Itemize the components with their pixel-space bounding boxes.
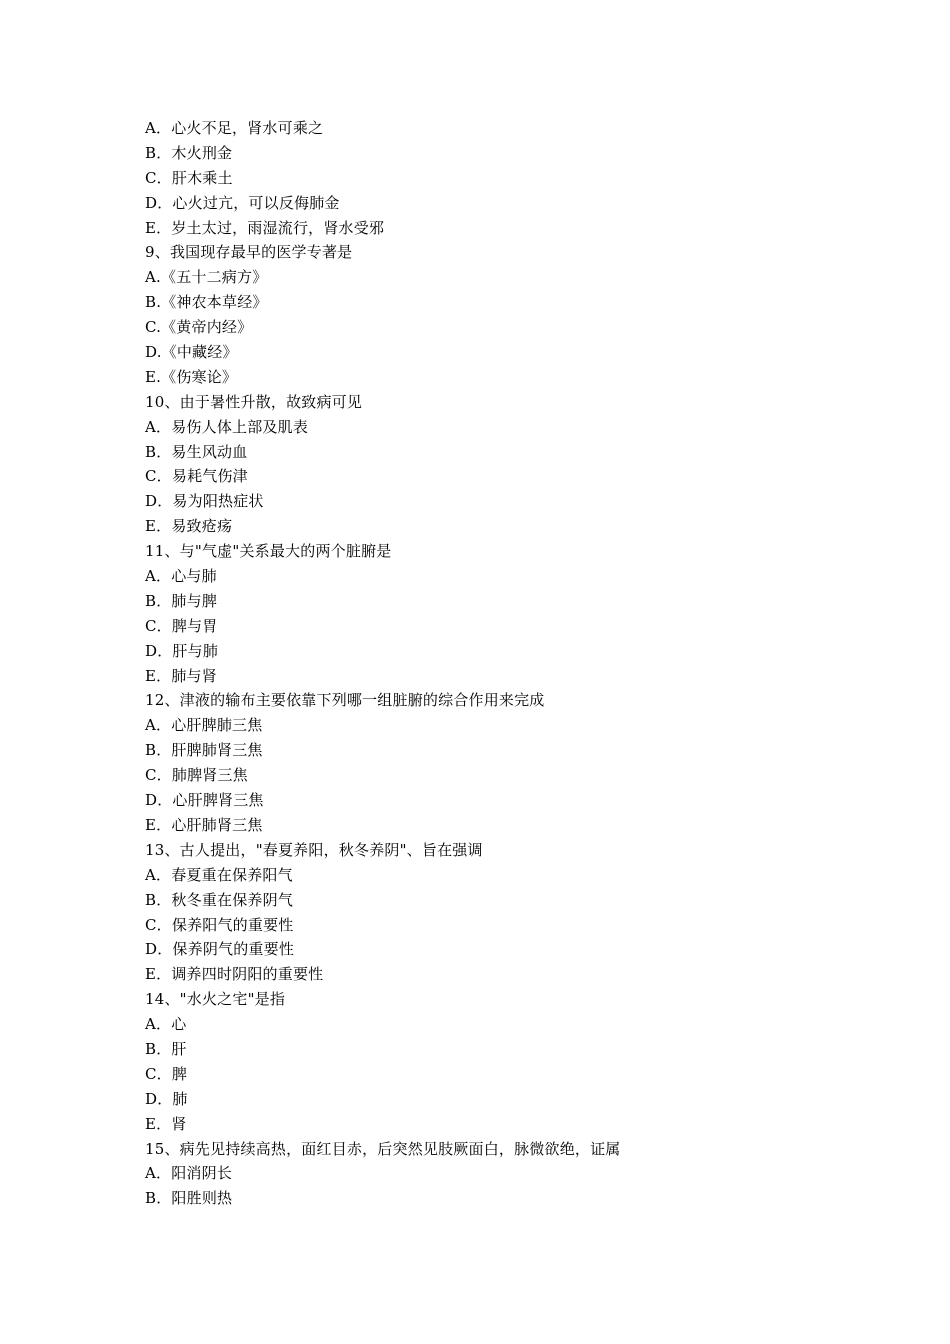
answer-option: B．易生风动血 bbox=[145, 442, 248, 461]
question-list bbox=[145, 116, 865, 1211]
answer-option: B．肝脾肺肾三焦 bbox=[145, 741, 263, 760]
answer-option: D．肺 bbox=[145, 1089, 188, 1108]
answer-option: E．调养四时阴阳的重要性 bbox=[145, 965, 324, 984]
answer-option: A．易伤人体上部及肌表 bbox=[145, 417, 309, 436]
question-text: 11、与"气虚"关系最大的两个脏腑是 bbox=[145, 542, 392, 561]
answer-option: B．木火刑金 bbox=[145, 143, 233, 162]
answer-option: D．肝与肺 bbox=[145, 641, 219, 660]
question-text: 9、我国现存最早的医学专著是 bbox=[145, 243, 353, 262]
answer-option: B.《神农本草经》 bbox=[145, 293, 268, 312]
answer-option: C．脾 bbox=[145, 1064, 188, 1083]
answer-option: E．肾 bbox=[145, 1114, 187, 1133]
answer-option: A．心肝脾肺三焦 bbox=[145, 716, 263, 735]
answer-option: B．肺与脾 bbox=[145, 591, 218, 610]
answer-option: D．心火过亢，可以反侮肺金 bbox=[145, 193, 340, 212]
answer-option: D.《中藏经》 bbox=[145, 343, 238, 362]
answer-option: A．心 bbox=[145, 1015, 187, 1034]
answer-option: C．易耗气伤津 bbox=[145, 467, 248, 486]
answer-option: C．肺脾肾三焦 bbox=[145, 766, 248, 785]
answer-option: D．易为阳热症状 bbox=[145, 492, 264, 511]
answer-option: C．保养阳气的重要性 bbox=[145, 915, 294, 934]
answer-option: A．春夏重在保养阳气 bbox=[145, 865, 293, 884]
question-text: 14、"水火之宅"是指 bbox=[145, 990, 286, 1009]
answer-option: D．心肝脾肾三焦 bbox=[145, 791, 264, 810]
answer-option: B．阳胜则热 bbox=[145, 1189, 233, 1208]
question-text: 13、古人提出，"春夏养阳，秋冬养阴"、旨在强调 bbox=[145, 840, 483, 859]
answer-option: A．心与肺 bbox=[145, 567, 217, 586]
answer-option: E．心肝肺肾三焦 bbox=[145, 815, 263, 834]
answer-option: C．脾与胃 bbox=[145, 616, 218, 635]
answer-option: A．心火不足，肾水可乘之 bbox=[145, 119, 324, 137]
answer-option: E．易致疮疡 bbox=[145, 517, 233, 536]
answer-option: B．秋冬重在保养阴气 bbox=[145, 890, 294, 909]
question-text: 15、病先见持续高热，面红目赤，后突然见肢厥面白，脉微欲绝，证属 bbox=[145, 1139, 621, 1158]
answer-option: A.《五十二病方》 bbox=[145, 268, 268, 287]
answer-option: C．肝木乘土 bbox=[145, 168, 233, 187]
answer-option: D．保养阴气的重要性 bbox=[145, 940, 295, 959]
answer-option: C.《黄帝内经》 bbox=[145, 318, 253, 337]
question-text: 10、由于暑性升散，故致病可见 bbox=[145, 392, 363, 411]
answer-option: E．肺与肾 bbox=[145, 666, 217, 685]
answer-option: E．岁土太过，雨湿流行，肾水受邪 bbox=[145, 218, 385, 237]
answer-option: E.《伤寒论》 bbox=[145, 367, 238, 386]
answer-option: A．阳消阴长 bbox=[145, 1164, 233, 1183]
answer-option: B．肝 bbox=[145, 1039, 187, 1058]
question-text: 12、津液的输布主要依靠下列哪一组脏腑的综合作用来完成 bbox=[145, 691, 545, 710]
